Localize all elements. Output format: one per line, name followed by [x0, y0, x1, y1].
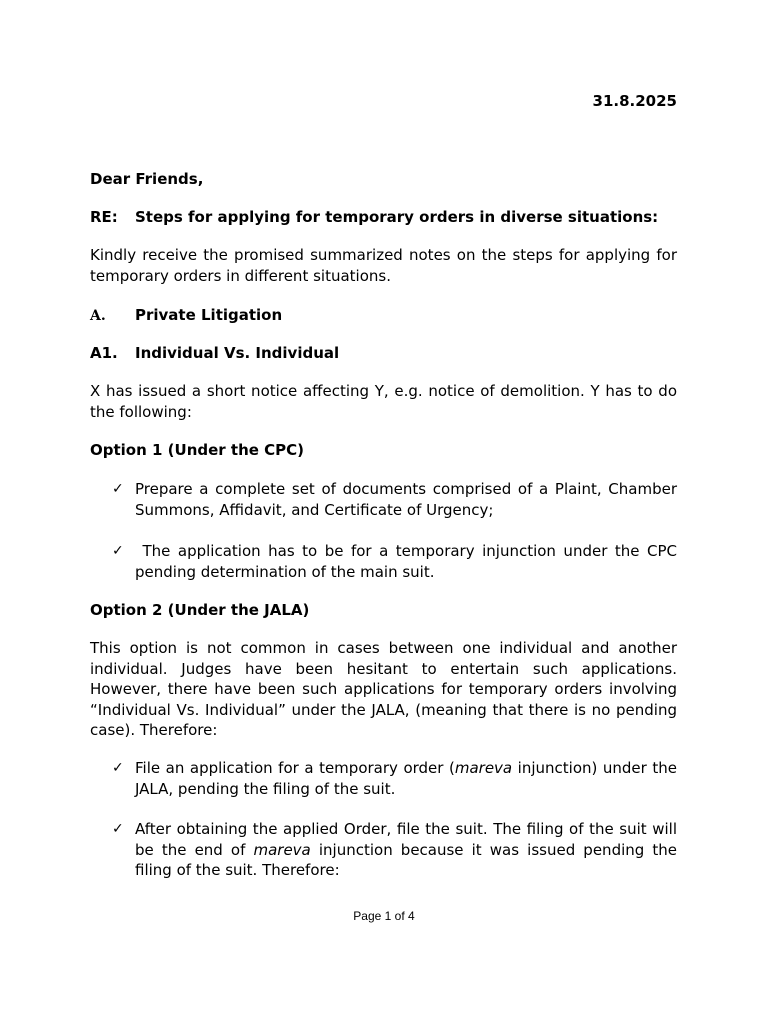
section-a1-heading	[90, 343, 677, 364]
scenario-paragraph: X has issued a short notice affecting Y, e.g. notice of demolition. Y has to do the following:	[90, 382, 677, 421]
salutation: Dear Friends,	[90, 170, 204, 188]
option2-bullet-1	[90, 758, 677, 799]
section-a-heading	[90, 305, 677, 327]
bullet-text	[135, 819, 677, 881]
bullet-text-part: injunction) under the JALA, pending the filing of the suit.	[135, 759, 677, 798]
page-number-footer: Page 1 of 4	[353, 909, 415, 923]
option1-bullet-2	[90, 541, 682, 582]
bullet-text	[135, 758, 677, 799]
checkmark-icon: ✓	[112, 821, 124, 837]
section-a-label: A.	[90, 308, 106, 324]
option2-bullet-2	[90, 819, 677, 881]
bullet-text: Prepare a complete set of documents comprised of a Plaint, Chamber Summons, Affidavit, and Certificate of Urgency;	[135, 480, 677, 519]
bullet-text-part: injunction because it was issued pending the filing of the suit. Therefore:	[135, 840, 678, 879]
checkmark-icon: ✓	[112, 760, 124, 776]
re-subject: Steps for applying for temporary orders in diverse situations:	[135, 208, 659, 226]
section-a1-label: A1.	[90, 344, 118, 362]
section-a1-title: Individual Vs. Individual	[135, 344, 340, 362]
re-label: RE:	[90, 208, 118, 226]
bullet-italic-term: mareva	[253, 840, 311, 859]
bullet-text-part: File an application for a temporary order (	[135, 759, 455, 777]
section-a-title: Private Litigation	[135, 306, 283, 324]
re-line	[90, 207, 677, 228]
bullet-text-part: After obtaining the applied Order, file the suit. The filing of the suit will be the end of	[135, 820, 677, 859]
option1-bullet-1	[90, 479, 677, 520]
bullet-italic-term: mareva	[454, 759, 513, 777]
option1-heading: Option 1 (Under the CPC)	[90, 441, 305, 459]
intro-paragraph: Kindly receive the promised summarized notes on the steps for applying for temporary orders in different situations.	[90, 246, 677, 285]
letter-date: 31.8.2025	[592, 92, 677, 110]
checkmark-icon: ✓	[112, 543, 124, 559]
option2-heading: Option 2 (Under the JALA)	[90, 601, 310, 619]
bullet-text: The application has to be for a temporary injunction under the CPC pending determination of the main suit.	[135, 542, 682, 581]
checkmark-icon: ✓	[112, 481, 124, 497]
option2-paragraph: This option is not common in cases between one individual and another individual. Judges have been hesitant to entertain such applications. However, there have been such applications for temporary orders involving “Individual Vs. Individual” under the JALA, (meaning that there is no pending case). Therefore:	[90, 639, 677, 739]
